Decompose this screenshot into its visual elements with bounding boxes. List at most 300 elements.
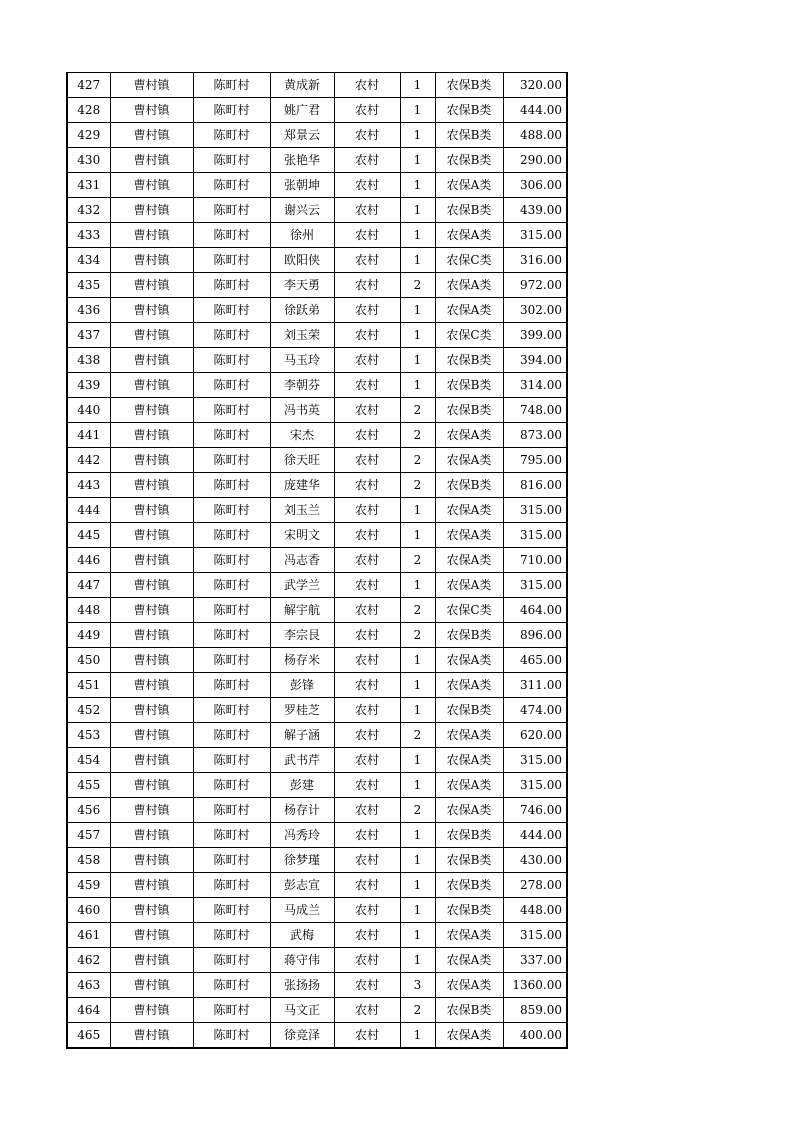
name-cell: 蒋守伟 — [270, 948, 334, 973]
table-row — [67, 448, 567, 473]
name-cell: 冯志香 — [270, 548, 334, 573]
name-cell: 徐天旺 — [270, 448, 334, 473]
category-cell: 农村 — [334, 823, 400, 848]
village-cell: 陈町村 — [193, 473, 270, 498]
household-count-cell: 1 — [400, 148, 435, 173]
name-cell: 宋明文 — [270, 523, 334, 548]
town-cell: 曹村镇 — [110, 548, 193, 573]
category-cell: 农村 — [334, 373, 400, 398]
row-number-cell: 434 — [67, 248, 110, 273]
household-count-cell: 1 — [400, 823, 435, 848]
village-cell: 陈町村 — [193, 198, 270, 223]
town-cell: 曹村镇 — [110, 923, 193, 948]
name-cell: 李朝芬 — [270, 373, 334, 398]
category-cell: 农村 — [334, 273, 400, 298]
name-cell: 冯秀玲 — [270, 823, 334, 848]
row-number-cell: 454 — [67, 748, 110, 773]
village-cell: 陈町村 — [193, 648, 270, 673]
name-cell: 彭锋 — [270, 673, 334, 698]
table-row — [67, 398, 567, 423]
village-cell: 陈町村 — [193, 148, 270, 173]
row-number-cell: 460 — [67, 898, 110, 923]
amount-cell: 315.00 — [503, 923, 567, 948]
row-number-cell: 431 — [67, 173, 110, 198]
town-cell: 曹村镇 — [110, 673, 193, 698]
household-count-cell: 2 — [400, 473, 435, 498]
name-cell: 李天勇 — [270, 273, 334, 298]
name-cell: 马成兰 — [270, 898, 334, 923]
town-cell: 曹村镇 — [110, 698, 193, 723]
category-cell: 农村 — [334, 998, 400, 1023]
table-row — [67, 973, 567, 998]
table-row — [67, 723, 567, 748]
table-row — [67, 323, 567, 348]
table-row — [67, 148, 567, 173]
name-cell: 张扬扬 — [270, 973, 334, 998]
town-cell: 曹村镇 — [110, 573, 193, 598]
village-cell: 陈町村 — [193, 348, 270, 373]
name-cell: 徐竞泽 — [270, 1023, 334, 1049]
insurance-type-cell: 农保A类 — [435, 648, 503, 673]
row-number-cell: 427 — [67, 73, 110, 98]
village-cell: 陈町村 — [193, 323, 270, 348]
town-cell: 曹村镇 — [110, 998, 193, 1023]
row-number-cell: 463 — [67, 973, 110, 998]
household-count-cell: 1 — [400, 1023, 435, 1049]
amount-cell: 278.00 — [503, 873, 567, 898]
insurance-type-cell: 农保B类 — [435, 898, 503, 923]
table-row — [67, 573, 567, 598]
household-count-cell: 1 — [400, 948, 435, 973]
name-cell: 谢兴云 — [270, 198, 334, 223]
category-cell: 农村 — [334, 923, 400, 948]
village-cell: 陈町村 — [193, 698, 270, 723]
town-cell: 曹村镇 — [110, 848, 193, 873]
insurance-type-cell: 农保A类 — [435, 448, 503, 473]
row-number-cell: 465 — [67, 1023, 110, 1049]
amount-cell: 972.00 — [503, 273, 567, 298]
insurance-type-cell: 农保B类 — [435, 848, 503, 873]
village-cell: 陈町村 — [193, 298, 270, 323]
amount-cell: 315.00 — [503, 223, 567, 248]
table-row — [67, 623, 567, 648]
household-count-cell: 2 — [400, 423, 435, 448]
row-number-cell: 446 — [67, 548, 110, 573]
category-cell: 农村 — [334, 173, 400, 198]
row-number-cell: 464 — [67, 998, 110, 1023]
row-number-cell: 459 — [67, 873, 110, 898]
table-row — [67, 548, 567, 573]
amount-cell: 316.00 — [503, 248, 567, 273]
table-row — [67, 273, 567, 298]
table-row — [67, 998, 567, 1023]
table-body — [67, 73, 567, 1049]
row-number-cell: 443 — [67, 473, 110, 498]
category-cell: 农村 — [334, 123, 400, 148]
town-cell: 曹村镇 — [110, 148, 193, 173]
row-number-cell: 428 — [67, 98, 110, 123]
amount-cell: 464.00 — [503, 598, 567, 623]
village-cell: 陈町村 — [193, 273, 270, 298]
table-row — [67, 523, 567, 548]
village-cell: 陈町村 — [193, 998, 270, 1023]
category-cell: 农村 — [334, 523, 400, 548]
village-cell: 陈町村 — [193, 223, 270, 248]
village-cell: 陈町村 — [193, 173, 270, 198]
table-row — [67, 1023, 567, 1049]
name-cell: 武书芹 — [270, 748, 334, 773]
insurance-type-cell: 农保A类 — [435, 1023, 503, 1049]
village-cell: 陈町村 — [193, 673, 270, 698]
amount-cell: 444.00 — [503, 98, 567, 123]
town-cell: 曹村镇 — [110, 798, 193, 823]
amount-cell: 448.00 — [503, 898, 567, 923]
insurance-type-cell: 农保B类 — [435, 148, 503, 173]
category-cell: 农村 — [334, 598, 400, 623]
village-cell: 陈町村 — [193, 573, 270, 598]
town-cell: 曹村镇 — [110, 723, 193, 748]
insurance-type-cell: 农保A类 — [435, 798, 503, 823]
row-number-cell: 433 — [67, 223, 110, 248]
household-count-cell: 1 — [400, 573, 435, 598]
table-row — [67, 823, 567, 848]
insurance-type-cell: 农保A类 — [435, 773, 503, 798]
household-count-cell: 1 — [400, 923, 435, 948]
insurance-type-cell: 农保C类 — [435, 598, 503, 623]
amount-cell: 748.00 — [503, 398, 567, 423]
amount-cell: 896.00 — [503, 623, 567, 648]
village-cell: 陈町村 — [193, 948, 270, 973]
amount-cell: 620.00 — [503, 723, 567, 748]
town-cell: 曹村镇 — [110, 873, 193, 898]
name-cell: 庞建华 — [270, 473, 334, 498]
amount-cell: 315.00 — [503, 773, 567, 798]
category-cell: 农村 — [334, 773, 400, 798]
household-count-cell: 3 — [400, 973, 435, 998]
amount-cell: 816.00 — [503, 473, 567, 498]
category-cell: 农村 — [334, 498, 400, 523]
household-count-cell: 1 — [400, 873, 435, 898]
town-cell: 曹村镇 — [110, 348, 193, 373]
town-cell: 曹村镇 — [110, 298, 193, 323]
town-cell: 曹村镇 — [110, 323, 193, 348]
table-row — [67, 648, 567, 673]
amount-cell: 315.00 — [503, 573, 567, 598]
amount-cell: 873.00 — [503, 423, 567, 448]
category-cell: 农村 — [334, 848, 400, 873]
household-count-cell: 1 — [400, 748, 435, 773]
name-cell: 李宗艮 — [270, 623, 334, 648]
table-row — [67, 373, 567, 398]
category-cell: 农村 — [334, 748, 400, 773]
insurance-type-cell: 农保A类 — [435, 548, 503, 573]
category-cell: 农村 — [334, 698, 400, 723]
insurance-type-cell: 农保B类 — [435, 873, 503, 898]
row-number-cell: 441 — [67, 423, 110, 448]
insurance-type-cell: 农保B类 — [435, 698, 503, 723]
amount-cell: 394.00 — [503, 348, 567, 373]
village-cell: 陈町村 — [193, 798, 270, 823]
name-cell: 徐梦瑾 — [270, 848, 334, 873]
table-row — [67, 198, 567, 223]
name-cell: 武学兰 — [270, 573, 334, 598]
row-number-cell: 429 — [67, 123, 110, 148]
category-cell: 农村 — [334, 548, 400, 573]
household-count-cell: 1 — [400, 773, 435, 798]
name-cell: 姚广君 — [270, 98, 334, 123]
village-cell: 陈町村 — [193, 73, 270, 98]
category-cell: 农村 — [334, 473, 400, 498]
amount-cell: 290.00 — [503, 148, 567, 173]
row-number-cell: 453 — [67, 723, 110, 748]
row-number-cell: 451 — [67, 673, 110, 698]
amount-cell: 315.00 — [503, 498, 567, 523]
village-cell: 陈町村 — [193, 398, 270, 423]
town-cell: 曹村镇 — [110, 448, 193, 473]
category-cell: 农村 — [334, 323, 400, 348]
table-row — [67, 223, 567, 248]
town-cell: 曹村镇 — [110, 773, 193, 798]
village-cell: 陈町村 — [193, 523, 270, 548]
table-row — [67, 948, 567, 973]
amount-cell: 400.00 — [503, 1023, 567, 1049]
data-table — [66, 72, 568, 1049]
village-cell: 陈町村 — [193, 898, 270, 923]
row-number-cell: 449 — [67, 623, 110, 648]
amount-cell: 474.00 — [503, 698, 567, 723]
town-cell: 曹村镇 — [110, 523, 193, 548]
category-cell: 农村 — [334, 898, 400, 923]
town-cell: 曹村镇 — [110, 898, 193, 923]
household-count-cell: 1 — [400, 498, 435, 523]
household-count-cell: 1 — [400, 73, 435, 98]
town-cell: 曹村镇 — [110, 648, 193, 673]
name-cell: 欧阳侠 — [270, 248, 334, 273]
name-cell: 张艳华 — [270, 148, 334, 173]
town-cell: 曹村镇 — [110, 423, 193, 448]
table-row — [67, 98, 567, 123]
household-count-cell: 2 — [400, 448, 435, 473]
amount-cell: 859.00 — [503, 998, 567, 1023]
table-row — [67, 873, 567, 898]
category-cell: 农村 — [334, 948, 400, 973]
village-cell: 陈町村 — [193, 623, 270, 648]
name-cell: 郑景云 — [270, 123, 334, 148]
row-number-cell: 438 — [67, 348, 110, 373]
insurance-type-cell: 农保C类 — [435, 248, 503, 273]
village-cell: 陈町村 — [193, 498, 270, 523]
name-cell: 彭建 — [270, 773, 334, 798]
village-cell: 陈町村 — [193, 123, 270, 148]
household-count-cell: 1 — [400, 223, 435, 248]
amount-cell: 444.00 — [503, 823, 567, 848]
table-row — [67, 423, 567, 448]
category-cell: 农村 — [334, 423, 400, 448]
row-number-cell: 452 — [67, 698, 110, 723]
village-cell: 陈町村 — [193, 873, 270, 898]
household-count-cell: 2 — [400, 398, 435, 423]
insurance-type-cell: 农保B类 — [435, 73, 503, 98]
town-cell: 曹村镇 — [110, 173, 193, 198]
table-row — [67, 173, 567, 198]
household-count-cell: 2 — [400, 548, 435, 573]
village-cell: 陈町村 — [193, 598, 270, 623]
village-cell: 陈町村 — [193, 548, 270, 573]
table-row — [67, 248, 567, 273]
name-cell: 马文正 — [270, 998, 334, 1023]
table-row — [67, 748, 567, 773]
name-cell: 黄成新 — [270, 73, 334, 98]
name-cell: 冯书英 — [270, 398, 334, 423]
amount-cell: 439.00 — [503, 198, 567, 223]
amount-cell: 320.00 — [503, 73, 567, 98]
household-count-cell: 2 — [400, 273, 435, 298]
row-number-cell: 450 — [67, 648, 110, 673]
table-row — [67, 773, 567, 798]
row-number-cell: 457 — [67, 823, 110, 848]
row-number-cell: 437 — [67, 323, 110, 348]
town-cell: 曹村镇 — [110, 198, 193, 223]
name-cell: 彭志宣 — [270, 873, 334, 898]
insurance-type-cell: 农保B类 — [435, 398, 503, 423]
town-cell: 曹村镇 — [110, 498, 193, 523]
household-count-cell: 2 — [400, 998, 435, 1023]
name-cell: 杨存米 — [270, 648, 334, 673]
category-cell: 农村 — [334, 1023, 400, 1049]
name-cell: 罗桂芝 — [270, 698, 334, 723]
row-number-cell: 440 — [67, 398, 110, 423]
town-cell: 曹村镇 — [110, 273, 193, 298]
name-cell: 张朝坤 — [270, 173, 334, 198]
village-cell: 陈町村 — [193, 248, 270, 273]
town-cell: 曹村镇 — [110, 248, 193, 273]
amount-cell: 430.00 — [503, 848, 567, 873]
household-count-cell: 1 — [400, 173, 435, 198]
table-row — [67, 848, 567, 873]
insurance-type-cell: 农保B类 — [435, 198, 503, 223]
village-cell: 陈町村 — [193, 848, 270, 873]
table-row — [67, 798, 567, 823]
category-cell: 农村 — [334, 448, 400, 473]
household-count-cell: 1 — [400, 198, 435, 223]
row-number-cell: 448 — [67, 598, 110, 623]
amount-cell: 465.00 — [503, 648, 567, 673]
category-cell: 农村 — [334, 73, 400, 98]
category-cell: 农村 — [334, 248, 400, 273]
town-cell: 曹村镇 — [110, 623, 193, 648]
town-cell: 曹村镇 — [110, 223, 193, 248]
name-cell: 刘玉荣 — [270, 323, 334, 348]
household-count-cell: 1 — [400, 248, 435, 273]
category-cell: 农村 — [334, 623, 400, 648]
row-number-cell: 435 — [67, 273, 110, 298]
category-cell: 农村 — [334, 648, 400, 673]
village-cell: 陈町村 — [193, 823, 270, 848]
category-cell: 农村 — [334, 873, 400, 898]
insurance-type-cell: 农保B类 — [435, 123, 503, 148]
table-row — [67, 673, 567, 698]
village-cell: 陈町村 — [193, 973, 270, 998]
household-count-cell: 2 — [400, 798, 435, 823]
category-cell: 农村 — [334, 198, 400, 223]
category-cell: 农村 — [334, 98, 400, 123]
row-number-cell: 462 — [67, 948, 110, 973]
table-row — [67, 898, 567, 923]
amount-cell: 746.00 — [503, 798, 567, 823]
insurance-type-cell: 农保A类 — [435, 423, 503, 448]
household-count-cell: 1 — [400, 323, 435, 348]
table-row — [67, 698, 567, 723]
amount-cell: 399.00 — [503, 323, 567, 348]
town-cell: 曹村镇 — [110, 598, 193, 623]
name-cell: 徐州 — [270, 223, 334, 248]
amount-cell: 710.00 — [503, 548, 567, 573]
table-row — [67, 123, 567, 148]
row-number-cell: 436 — [67, 298, 110, 323]
village-cell: 陈町村 — [193, 448, 270, 473]
table-row — [67, 348, 567, 373]
town-cell: 曹村镇 — [110, 98, 193, 123]
row-number-cell: 432 — [67, 198, 110, 223]
row-number-cell: 456 — [67, 798, 110, 823]
amount-cell: 1360.00 — [503, 973, 567, 998]
insurance-type-cell: 农保A类 — [435, 748, 503, 773]
amount-cell: 315.00 — [503, 748, 567, 773]
category-cell: 农村 — [334, 348, 400, 373]
village-cell: 陈町村 — [193, 773, 270, 798]
town-cell: 曹村镇 — [110, 748, 193, 773]
name-cell: 徐跃弟 — [270, 298, 334, 323]
village-cell: 陈町村 — [193, 423, 270, 448]
town-cell: 曹村镇 — [110, 1023, 193, 1049]
village-cell: 陈町村 — [193, 1023, 270, 1049]
insurance-type-cell: 农保B类 — [435, 623, 503, 648]
insurance-type-cell: 农保A类 — [435, 673, 503, 698]
table-row — [67, 923, 567, 948]
row-number-cell: 444 — [67, 498, 110, 523]
household-count-cell: 2 — [400, 598, 435, 623]
insurance-type-cell: 农保B类 — [435, 98, 503, 123]
category-cell: 农村 — [334, 148, 400, 173]
name-cell: 马玉玲 — [270, 348, 334, 373]
amount-cell: 795.00 — [503, 448, 567, 473]
category-cell: 农村 — [334, 673, 400, 698]
row-number-cell: 439 — [67, 373, 110, 398]
insurance-type-cell: 农保A类 — [435, 923, 503, 948]
insurance-type-cell: 农保B类 — [435, 473, 503, 498]
amount-cell: 488.00 — [503, 123, 567, 148]
category-cell: 农村 — [334, 723, 400, 748]
category-cell: 农村 — [334, 223, 400, 248]
row-number-cell: 430 — [67, 148, 110, 173]
village-cell: 陈町村 — [193, 373, 270, 398]
row-number-cell: 458 — [67, 848, 110, 873]
row-number-cell: 445 — [67, 523, 110, 548]
household-count-cell: 1 — [400, 523, 435, 548]
household-count-cell: 1 — [400, 348, 435, 373]
insurance-type-cell: 农保C类 — [435, 323, 503, 348]
town-cell: 曹村镇 — [110, 823, 193, 848]
name-cell: 武梅 — [270, 923, 334, 948]
town-cell: 曹村镇 — [110, 473, 193, 498]
amount-cell: 311.00 — [503, 673, 567, 698]
name-cell: 解宇航 — [270, 598, 334, 623]
category-cell: 农村 — [334, 398, 400, 423]
town-cell: 曹村镇 — [110, 973, 193, 998]
row-number-cell: 455 — [67, 773, 110, 798]
amount-cell: 306.00 — [503, 173, 567, 198]
town-cell: 曹村镇 — [110, 373, 193, 398]
